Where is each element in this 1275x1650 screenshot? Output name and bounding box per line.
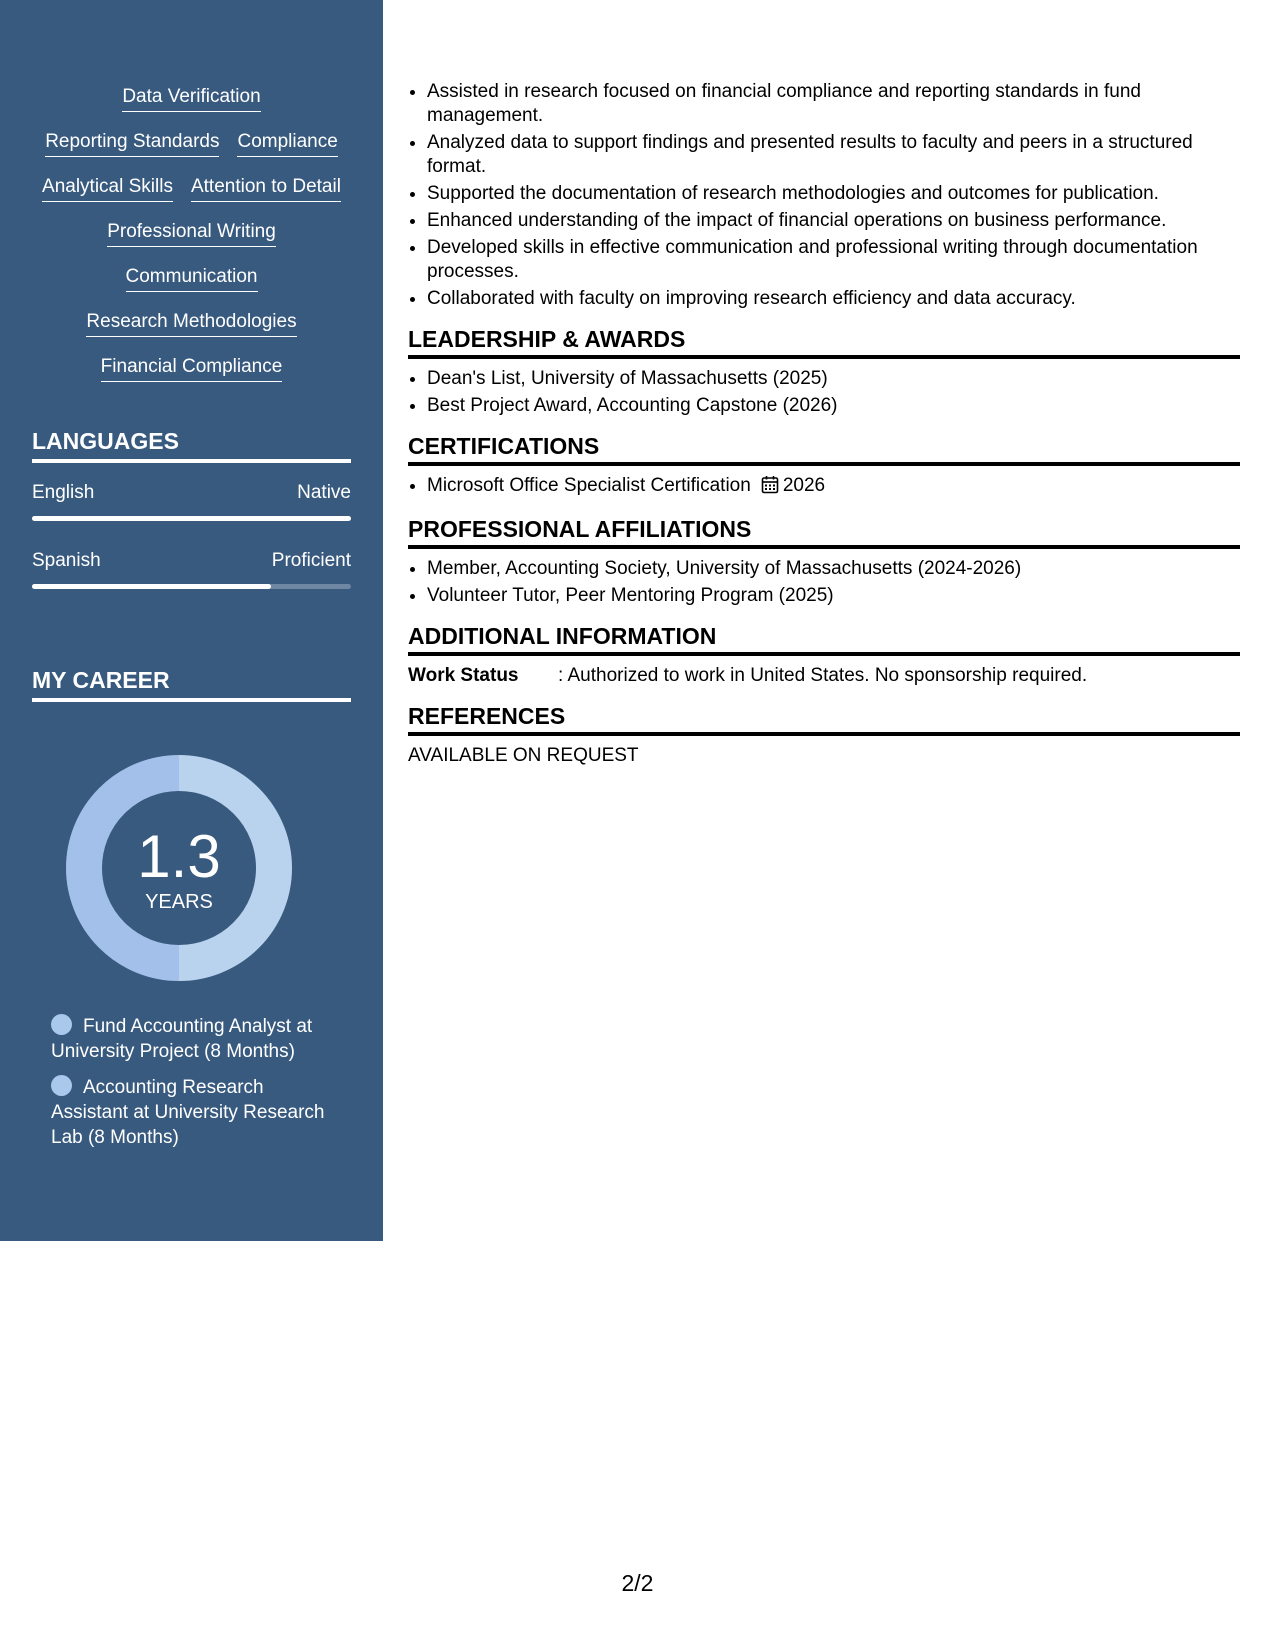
experience-bullet: • Assisted in research focused on financial compliance and reporting standards in fund management. xyxy=(427,80,1240,128)
certifications-list xyxy=(408,474,1240,501)
dot-icon xyxy=(51,1014,72,1035)
skill-row xyxy=(32,311,351,356)
career-years-value: 1.3 xyxy=(137,823,221,890)
experience-bullet: • Collaborated with faculty on improving research efficiency and data accuracy. xyxy=(427,287,1240,311)
main-content xyxy=(408,80,1240,768)
skill-tag: Communication xyxy=(126,266,258,292)
sidebar xyxy=(0,0,383,1241)
dot-icon xyxy=(51,1075,72,1096)
additional-info-heading: ADDITIONAL INFORMATION xyxy=(408,622,1240,656)
skill-tag: Data Verification xyxy=(122,86,260,112)
skill-row xyxy=(32,131,351,176)
skill-tag: Analytical Skills xyxy=(42,176,173,202)
certification-item xyxy=(427,474,1240,501)
work-status-label: Work Status xyxy=(408,665,519,686)
skill-tag: Attention to Detail xyxy=(191,176,341,202)
language-name: Spanish xyxy=(32,550,101,571)
career-donut xyxy=(66,755,292,981)
language-proficiency-fill xyxy=(32,516,351,521)
language-proficiency-bar xyxy=(32,516,351,521)
career-item-text: Accounting Research Assistant at University Research Lab (8 Months) xyxy=(51,1077,325,1148)
work-status-value: : Authorized to work in United States. No sponsorship required. xyxy=(558,665,1088,686)
skill-row xyxy=(32,176,351,221)
skill-tag: Research Methodologies xyxy=(86,311,296,337)
certification-name: Microsoft Office Specialist Certification xyxy=(427,475,751,496)
languages-heading: LANGUAGES xyxy=(32,427,351,463)
references-text: AVAILABLE ON REQUEST xyxy=(408,745,639,766)
skill-tag: Financial Compliance xyxy=(101,356,283,382)
certification-year: 2026 xyxy=(782,475,826,496)
page-number: 2/2 xyxy=(621,1570,654,1596)
experience-bullet: • Developed skills in effective communication and professional writing through documentation processes. xyxy=(427,236,1240,284)
experience-bullet: • Supported the documentation of research methodologies and outcomes for publication. xyxy=(427,182,1240,206)
affiliations-heading: PROFESSIONAL AFFILIATIONS xyxy=(408,515,1240,549)
skill-row xyxy=(32,266,351,311)
language-item xyxy=(32,482,351,521)
language-proficiency-bar xyxy=(32,584,351,589)
experience-bullets xyxy=(408,80,1240,311)
language-name: English xyxy=(32,482,95,503)
language-level: Native xyxy=(297,482,351,503)
language-level: Proficient xyxy=(271,550,351,571)
certifications-heading: CERTIFICATIONS xyxy=(408,432,1240,466)
skill-row xyxy=(32,356,351,401)
affiliations-list xyxy=(408,557,1240,608)
skill-tag: Professional Writing xyxy=(107,221,276,247)
career-item xyxy=(51,1014,341,1064)
language-proficiency-fill xyxy=(32,584,271,589)
references-heading: REFERENCES xyxy=(408,702,1240,736)
skill-row xyxy=(32,86,351,131)
experience-bullet: • Analyzed data to support findings and presented results to faculty and peers in a structured format. xyxy=(427,131,1240,179)
career-list xyxy=(51,1014,341,1161)
career-years-unit: YEARS xyxy=(145,891,213,913)
language-row xyxy=(32,482,351,504)
work-status-row xyxy=(408,664,1240,688)
career-heading: MY CAREER xyxy=(32,666,351,702)
skill-tag: Compliance xyxy=(237,131,337,157)
language-row xyxy=(32,550,351,572)
skill-tag: Reporting Standards xyxy=(45,131,219,157)
language-item xyxy=(32,550,351,589)
career-item-text: Fund Accounting Analyst at University Project (8 Months) xyxy=(51,1016,313,1062)
leadership-list xyxy=(408,367,1240,418)
experience-bullet: • Enhanced understanding of the impact of financial operations on business performance. xyxy=(427,209,1240,233)
leadership-heading: LEADERSHIP & AWARDS xyxy=(408,325,1240,359)
award-item: • Dean's List, University of Massachusetts (2025) xyxy=(427,367,1240,391)
skill-row xyxy=(32,221,351,266)
skills-list xyxy=(32,86,351,401)
affiliation-item: • Volunteer Tutor, Peer Mentoring Program (2025) xyxy=(427,584,1240,608)
award-item: • Best Project Award, Accounting Capstone (2026) xyxy=(427,394,1240,418)
affiliation-item: • Member, Accounting Society, University of Massachusetts (2024-2026) xyxy=(427,557,1240,581)
calendar-icon xyxy=(761,475,779,501)
career-item xyxy=(51,1075,341,1150)
